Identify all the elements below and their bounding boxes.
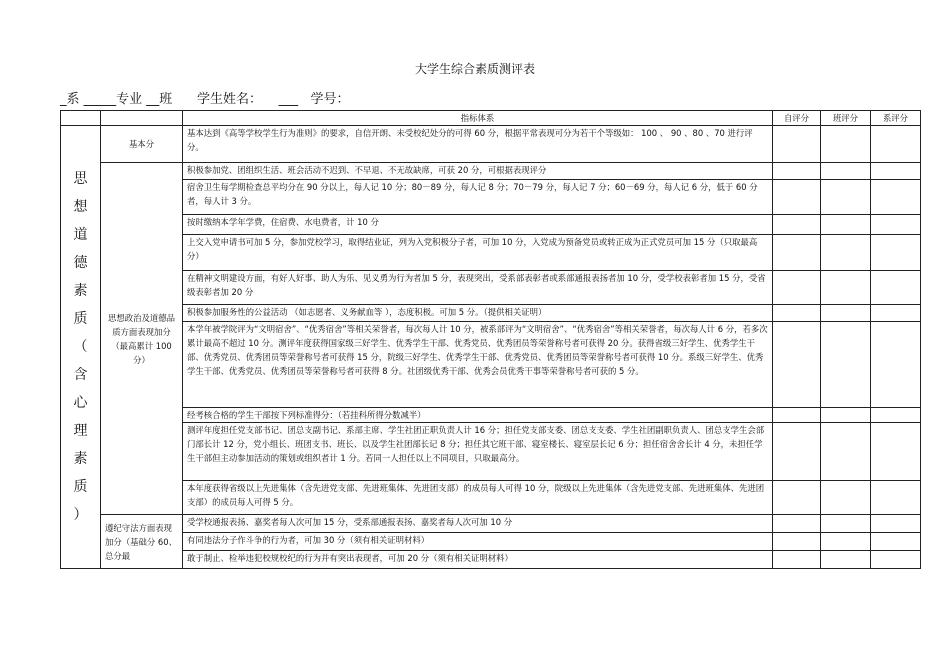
category-char: 含 [73, 367, 88, 383]
evaluation-table [60, 110, 921, 569]
criteria-cell: 经考核合格的学生干部按下列标准得分：（若挂科所得分数减半） [183, 408, 773, 423]
dept-score-cell[interactable] [871, 215, 921, 235]
category-char: 素 [73, 283, 88, 299]
header-blank-2 [101, 111, 183, 126]
table-row [61, 126, 921, 163]
criteria-cell: 在精神文明建设方面，有好人好事、助人为乐、见义勇为行为者加 5 分，表现突出，受系部表彰者或系部通报表扬者加 10 分，受学校表彰者加 15 分，受省级表彰者加 20 分 [183, 271, 773, 305]
header-indicator: 指标体系 [183, 111, 773, 126]
class-score-cell[interactable] [821, 180, 871, 215]
criteria-cell: 积极参加服务性的公益活动 （如志愿者、义务献血等 ），态度积极。可加 5 分。（提供相关证明） [183, 305, 773, 322]
dept-score-cell[interactable] [871, 551, 921, 569]
group-political: 思想政治及道德品质方面表现加分（最高累计 100 分） [101, 163, 183, 515]
category-char: （ [73, 339, 88, 355]
class-score-cell[interactable] [821, 408, 871, 423]
self-score-cell[interactable] [773, 322, 821, 408]
self-score-cell[interactable] [773, 126, 821, 163]
self-score-cell[interactable] [773, 271, 821, 305]
table-row [61, 305, 921, 322]
table-row [61, 235, 921, 271]
self-score-cell[interactable] [773, 551, 821, 569]
header-blank [61, 111, 101, 126]
category-char: 思 [73, 171, 88, 187]
self-score-cell[interactable] [773, 423, 821, 481]
self-score-cell[interactable] [773, 163, 821, 180]
class-score-cell[interactable] [821, 235, 871, 271]
criteria-cell: 受学校通报表扬、嘉奖者每人次可加 15 分，受系部通报表扬、嘉奖者每人次可加 10 分 [183, 515, 773, 533]
criteria-cell: 本年度获得省级以上先进集体（含先进党支部、先进班集体、先进团支部）的成员每人可得 10 分，院级以上先进集体（含先进党支部、先进班集体、先进团支部）的成员每人可得 5 分。 [183, 481, 773, 515]
self-score-cell[interactable] [773, 408, 821, 423]
category-label [61, 126, 101, 569]
class-score-cell[interactable] [821, 515, 871, 533]
self-score-cell[interactable] [773, 533, 821, 551]
criteria-cell: 宿舍卫生每学期检查总平均分在 90 分以上，每人记 10 分；80－89 分，每人记 8 分；70－79 分，每人记 7 分；60－69 分，每人记 6 分，低于 60 分者，每人计 3 分。 [183, 180, 773, 215]
class-score-cell[interactable] [821, 271, 871, 305]
dept-score-cell[interactable] [871, 180, 921, 215]
page-title: 大学生综合素质测评表 [414, 62, 535, 76]
table-row [61, 163, 921, 180]
category-char: 心 [73, 395, 88, 411]
class-score-cell[interactable] [821, 163, 871, 180]
header-row [61, 111, 921, 126]
header-class-score: 班评分 [821, 111, 871, 126]
table-row [61, 271, 921, 305]
self-score-cell[interactable] [773, 305, 821, 322]
table-row [61, 551, 921, 569]
table-row [61, 408, 921, 423]
dept-score-cell[interactable] [871, 235, 921, 271]
class-score-cell[interactable] [821, 305, 871, 322]
dept-score-cell[interactable] [871, 408, 921, 423]
dept-score-cell[interactable] [871, 322, 921, 408]
header-self-score: 自评分 [773, 111, 821, 126]
dept-score-cell[interactable] [871, 271, 921, 305]
criteria-cell: 敢于制止、检举违犯校规校纪的行为并有突出表现者，可加 20 分（须有相关证明材料） [183, 551, 773, 569]
dept-score-cell[interactable] [871, 481, 921, 515]
criteria-cell: 本学年被学院评为“文明宿舍”、“优秀宿舍”等相关荣誉者，每次每人计 10 分，被系部评为“文明宿舍”、“优秀宿舍”等相关荣誉者，每次每人计 6 分，若多次累计最高不超过 10 分。测评年度获得国家级三好学生、优秀学生干部、优秀党员、优秀团员等荣誉称号者可获得 20 分。获得省级三好学生、优秀学生干部、优秀党员、优秀团员等荣誉称号者可获得 15 分，院级三好学生、优秀学生干部、优秀党员、优秀团员等荣誉称号者可获得 10 分。系级三好学生、优秀学生干部、优秀党员、优秀团员等荣誉称号者可获得 8 分。社团级优秀干部、优秀会员优秀干事等荣誉称号者可获的 5 分。 [183, 322, 773, 408]
criteria-cell: 积极参加党、团组织生活、班会活动不迟到、不早退、不无故缺席，可获 20 分，可根据表现评分 [183, 163, 773, 180]
category-char: 想 [73, 199, 88, 215]
group-basic: 基本分 [101, 126, 183, 163]
category-char: 德 [73, 255, 88, 271]
self-score-cell[interactable] [773, 180, 821, 215]
header-dept-score: 系评分 [871, 111, 921, 126]
table-row [61, 180, 921, 215]
criteria-cell: 基本达到《高等学校学生行为准则》的要求，自信开朗、未受校纪处分的可得 60 分，根据平常表现可分为若干个等级如： 100 、 90 、80 、70 进行评分。 [183, 126, 773, 163]
dept-score-cell[interactable] [871, 423, 921, 481]
self-score-cell[interactable] [773, 215, 821, 235]
self-score-cell[interactable] [773, 515, 821, 533]
table-row [61, 515, 921, 533]
category-char: 理 [73, 423, 88, 439]
dept-score-cell[interactable] [871, 163, 921, 180]
dept-score-cell[interactable] [871, 515, 921, 533]
class-score-cell[interactable] [821, 481, 871, 515]
class-score-cell[interactable] [821, 322, 871, 408]
criteria-cell: 上交入党申请书可加 5 分，参加党校学习，取得结业证，列为入党积极分子者，可加 10 分，入党成为预备党员或转正成为正式党员可加 15 分（只取最高分） [183, 235, 773, 271]
class-score-cell[interactable] [821, 126, 871, 163]
student-info-line: _系 _____专业 __班 学生姓名： ___ 学号： [60, 92, 350, 107]
criteria-cell: 测评年度担任党支部书记、团总支副书记、系部主席、学生社团正职负责人计 16 分；担任党支部支委、团总支支委、学生社团副职负责人、团总支学生会部门部长计 12 分，党小组长、班团支书、班长、以及学生社团部长记 8 分；担任其它班干部、寝室楼长、寝室层长记 6 分；担任宿舍舍长计 4 分，未担任学生干部但主动参加活动的策划或组织者计 1 分。若同一人担任以上不同项目，只取最高分。 [183, 423, 773, 481]
table-row [61, 423, 921, 481]
criteria-cell: 有同违法分子作斗争的行为者，可加 30 分（须有相关证明材料） [183, 533, 773, 551]
dept-score-cell[interactable] [871, 533, 921, 551]
category-char: ） [73, 507, 88, 523]
class-score-cell[interactable] [821, 551, 871, 569]
category-char: 质 [73, 311, 88, 327]
class-score-cell[interactable] [821, 533, 871, 551]
dept-score-cell[interactable] [871, 126, 921, 163]
table-row [61, 322, 921, 408]
group-discipline: 遵纪守法方面表现加分（基础分 60、总分最 [101, 515, 183, 569]
table-row [61, 533, 921, 551]
dept-score-cell[interactable] [871, 305, 921, 322]
category-char: 质 [73, 479, 88, 495]
category-char: 素 [73, 451, 88, 467]
class-score-cell[interactable] [821, 423, 871, 481]
table-row [61, 215, 921, 235]
table-row [61, 481, 921, 515]
criteria-cell: 按时缴纳本学年学费，住宿费、水电费者，计 10 分 [183, 215, 773, 235]
self-score-cell[interactable] [773, 481, 821, 515]
self-score-cell[interactable] [773, 235, 821, 271]
category-char: 道 [73, 227, 88, 243]
class-score-cell[interactable] [821, 215, 871, 235]
